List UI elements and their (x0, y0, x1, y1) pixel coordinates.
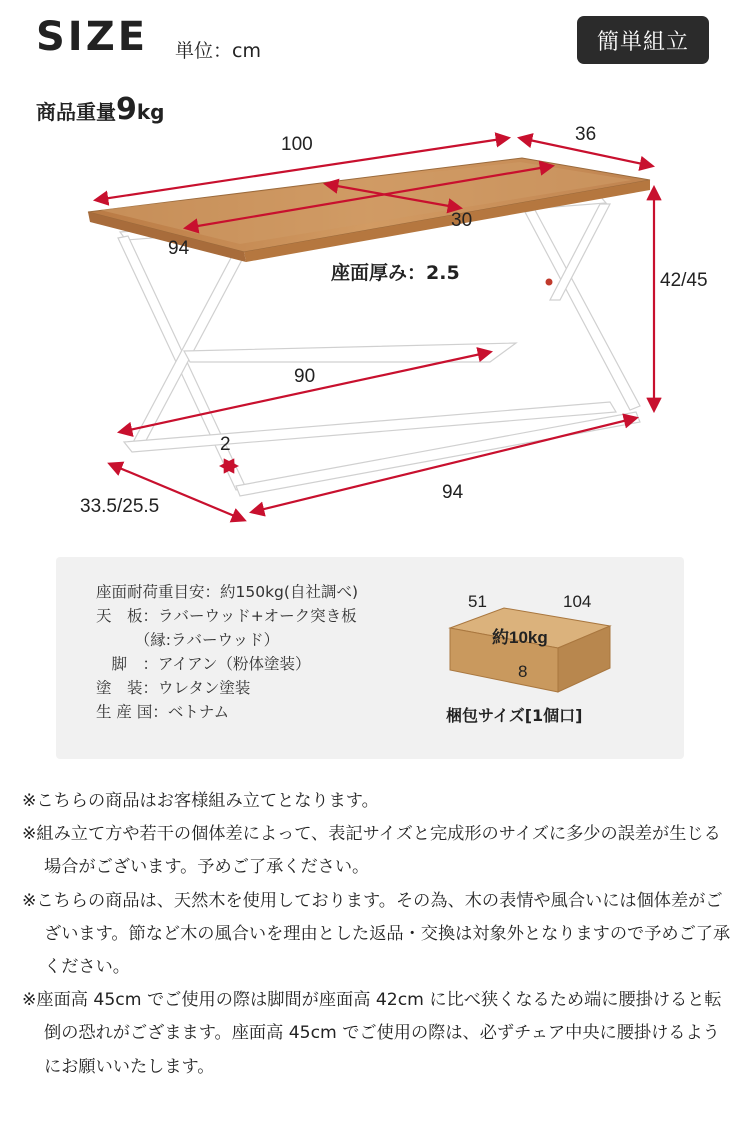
easy-assembly-badge: 簡単組立 (577, 16, 709, 64)
unit-label: 単位：cm (175, 40, 261, 62)
dim-height: 42/45 (660, 270, 708, 291)
notes-list (22, 785, 732, 1084)
package-length: 104 (563, 592, 592, 611)
weight-label: 商品重量 (36, 100, 116, 124)
note-item: ※こちらの商品はお客様組み立てとなります。 (22, 791, 379, 811)
package-width: 51 (468, 592, 487, 611)
spec-line: 塗 装：ウレタン塗装 (96, 679, 251, 697)
note-item: ※こちらの商品は、天然木を使用しております。その為、木の表情や風合いには個体差がございます。節など木の風合いを理由とした返品・交換は対象外となりますので予めご了承ください。 (22, 890, 731, 978)
package-size-label: 梱包サイズ[1個口] (446, 706, 583, 725)
page-title: SIZE (36, 14, 149, 60)
package-height: 8 (518, 662, 528, 681)
dim-top-depth: 36 (575, 124, 597, 145)
hinge-icon (546, 279, 553, 286)
package-weight: 約10kg (492, 628, 548, 647)
spec-line: 生 産 国：ベトナム (96, 703, 230, 721)
spec-line: 脚 ：アイアン（粉体塗装） (96, 655, 311, 673)
spec-line: 天 板：ラバーウッド+オーク突き板 (96, 607, 357, 625)
spec-line: （縁:ラバーウッド） (96, 631, 280, 649)
dim-inner-depth: 30 (451, 210, 473, 231)
dim-top-length: 100 (281, 134, 313, 155)
note-item: ※座面高 45cm でご使用の際は脚間が座面高 42cm に比べ狭くなるため端に腰掛けると転倒の恐れがござまます。座面高 45cm でご使用の際は、必ずチェア中央に腰掛けるようにお願いいたします。 (22, 990, 722, 1077)
dim-base-depth: 33.5/25.5 (80, 496, 160, 517)
dim-frame-top-length: 90 (294, 366, 316, 387)
weight-unit: kg (136, 100, 165, 124)
weight-value: 9 (116, 92, 137, 127)
spec-line: 座面耐荷重目安：約150kg(自社調べ) (96, 583, 358, 601)
dim-inner-length: 94 (168, 238, 190, 259)
spec-list (96, 580, 358, 724)
dim-leg-width: 2 (220, 434, 231, 455)
dim-base-length: 94 (442, 482, 464, 503)
package-box-icon (446, 604, 614, 696)
seat-thickness: 座面厚み：2.5 (331, 262, 460, 284)
note-item: ※組み立て方や若干の個体差によって、表記サイズと完成形のサイズに多少の誤差が生じる場合がございます。予めご了承ください。 (22, 824, 721, 878)
